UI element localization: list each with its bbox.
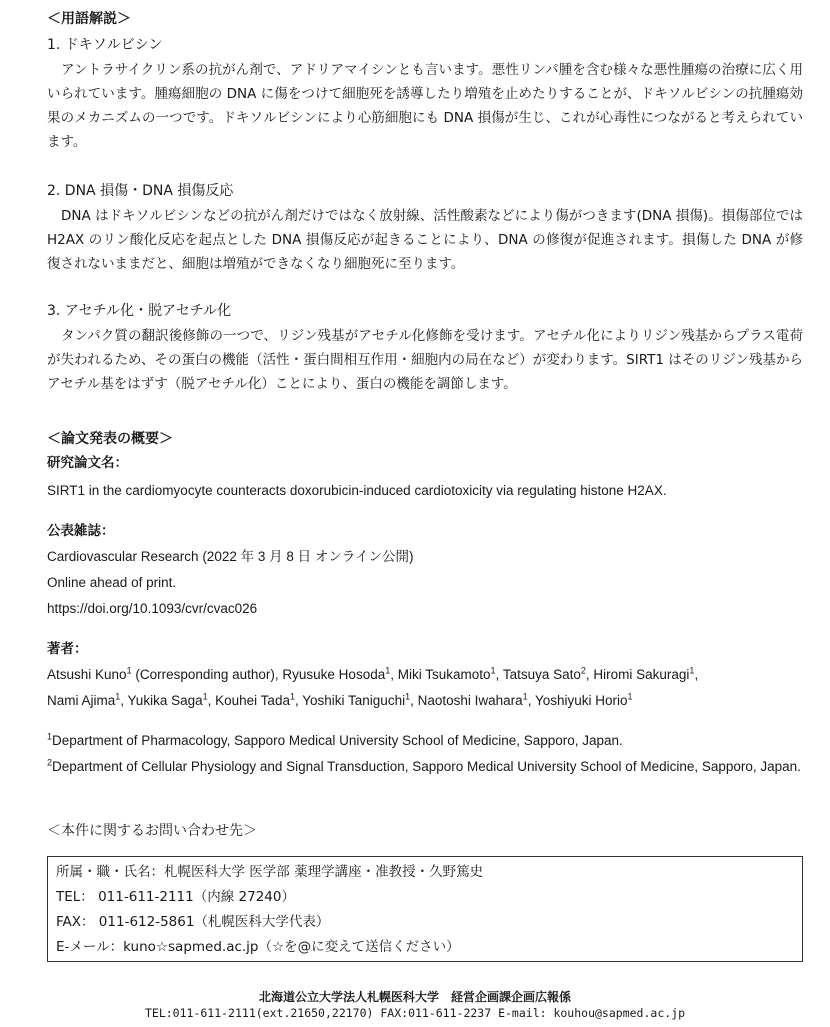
author-separator: , [207, 693, 216, 708]
author-name: Hiromi Sakuragi [593, 667, 690, 682]
author-separator: , [390, 667, 398, 682]
journal-label: 公表雑誌： [47, 523, 115, 539]
author-affiliation-sup: 2 [580, 665, 586, 676]
term-3-heading: 3. アセチル化・脱アセチル化 [47, 303, 232, 319]
affiliation-1-text: Department of Pharmacology, Sapporo Medical University School of Medicine, Sapporo, Japan. [52, 733, 623, 748]
author-separator: (Corresponding author), [131, 667, 283, 682]
contact-email[interactable]: E-メール：kuno☆sapmed.ac.jp（☆を@に変えて送信ください） [56, 939, 460, 955]
author-separator: , [694, 667, 699, 682]
author-separator: , [495, 667, 503, 682]
author-affiliation-sup: 1 [689, 665, 695, 676]
author-separator: , [120, 693, 128, 708]
author-name: Kouhei Tada [215, 693, 290, 708]
author-separator: , [527, 693, 535, 708]
contact-tel: TEL： 011-611-2111（内線 27240） [56, 889, 295, 905]
glossary-title: ＜用語解説＞ [47, 11, 131, 27]
author-affiliation-sup: 1 [289, 691, 295, 702]
author-affiliation-sup: 1 [405, 691, 411, 702]
authors-line-1 [47, 666, 698, 684]
author-affiliation-sup: 1 [522, 691, 528, 702]
contact-box [47, 856, 803, 962]
affiliation-2-text: Department of Cellular Physiology and Signal Transduction, Sapporo Medical University School of Medicine, Sapporo, Japan. [52, 759, 801, 774]
term-2-heading: 2. DNA 損傷・DNA 損傷反応 [47, 183, 234, 199]
author-affiliation-sup: 1 [202, 691, 208, 702]
footer-contact: TEL:011-611-2111(ext.21650,22170) FAX:011-611-2237 E-mail: kouhou@sapmed.ac.jp [144, 1006, 686, 1020]
affiliation-2 [47, 754, 803, 780]
author-separator: , [585, 667, 594, 682]
affiliation-2-sup: 2 [47, 757, 53, 768]
term-3-body: タンパク質の翻訳後修飾の一つで、リジン残基がアセチル化修飾を受けます。アセチル化によりリジン残基からプラス電荷が失われるため、その蛋白の機能（活性・蛋白間相互作用・細胞内の局在など）が変わります。SIRT1 はそのリジン残基からアセチル基をはずす（脱アセチル化）ことにより、蛋白の機能を調節します。 [47, 328, 803, 392]
publication-title: ＜論文発表の概要＞ [47, 431, 173, 447]
author-affiliation-sup: 1 [115, 691, 121, 702]
contact-title: ＜本件に関するお問い合わせ先＞ [47, 823, 257, 839]
affiliation-1-sup: 1 [47, 731, 53, 742]
authors-line-2 [47, 692, 633, 710]
author-name: Yoshiyuki Horio [534, 693, 628, 708]
doi-link[interactable]: https://doi.org/10.1093/cvr/cvac026 [47, 601, 258, 616]
author-affiliation-sup: 1 [385, 665, 391, 676]
term-1-heading: 1. ドキソルビシン [47, 37, 163, 53]
journal-line-1: Cardiovascular Research (2022 年 3 月 8 日 オンライン公開) [47, 549, 414, 564]
paper-title: SIRT1 in the cardiomyocyte counteracts doxorubicin-induced cardiotoxicity via regulating histone H2AX. [47, 483, 667, 498]
author-name: Ryusuke Hosoda [282, 667, 386, 682]
author-name: Tatsuya Sato [502, 667, 581, 682]
affiliation-1 [47, 732, 623, 750]
journal-line-2: Online ahead of print. [47, 575, 177, 590]
authors-label: 著者： [47, 641, 88, 657]
term-1-body: アントラサイクリン系の抗がん剤で、アドリアマイシンとも言います。悪性リンパ腫を含む様々な悪性腫瘍の治療に広く用いられています。腫瘍細胞の DNA に傷をつけて細胞死を誘導したり増殖を止めたりすることが、ドキソルビシンの抗腫瘍効果のメカニズムの一つです。ドキソルビシンにより心筋細胞にも DNA 損傷が生じ、これが心毒性につながると考えられています。 [47, 62, 803, 150]
author-separator: , [294, 693, 303, 708]
author-name: Nami Ajima [47, 693, 116, 708]
paper-label: 研究論文名： [47, 455, 128, 471]
author-affiliation-sup: 1 [126, 665, 132, 676]
author-name: Yoshiki Taniguchi [302, 693, 406, 708]
author-name: Yukika Saga [127, 693, 203, 708]
contact-affiliation: 所属・職・氏名：札幌医科大学 医学部 薬理学講座・准教授・久野篤史 [56, 864, 484, 880]
author-name: Atsushi Kuno [47, 667, 127, 682]
footer-org: 北海道公立大学法人札幌医科大学 経営企画課企画広報係 [258, 990, 571, 1004]
author-affiliation-sup: 1 [490, 665, 496, 676]
author-name: Miki Tsukamoto [397, 667, 491, 682]
term-2-body: DNA はドキソルビシンなどの抗がん剤だけではなく放射線、活性酸素などにより傷がつきます(DNA 損傷)。損傷部位では H2AX のリン酸化反応を起点とした DNA 損傷反応が起きることにより、DNA の修復が促進されます。損傷した DNA が修復されないままだと、細胞は増殖ができなくなり細胞死に至ります。 [47, 208, 803, 272]
author-separator: , [410, 693, 418, 708]
contact-fax: FAX： 011-612-5861（札幌医科大学代表） [56, 914, 330, 930]
author-affiliation-sup: 1 [627, 691, 633, 702]
author-name: Naotoshi Iwahara [417, 693, 523, 708]
